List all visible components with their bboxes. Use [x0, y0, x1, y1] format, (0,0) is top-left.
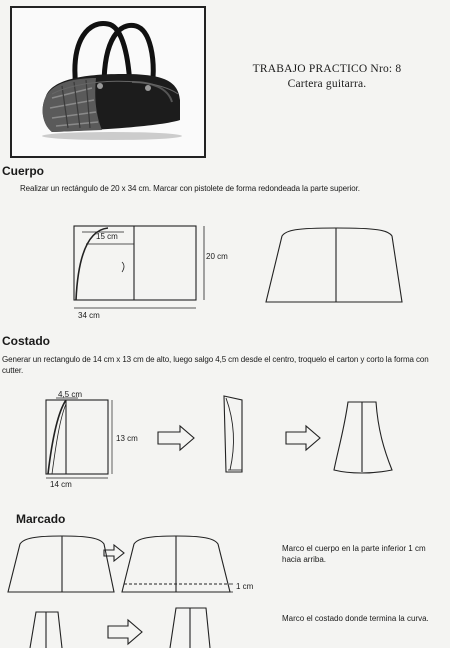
- cuerpo-dim-bottom-label: 34 cm: [78, 311, 100, 320]
- section-heading-costado: Costado: [2, 334, 50, 348]
- costado-instruction: Generar un rectangulo de 14 cm x 13 cm de alto, luego salgo 4,5 cm desde el centro, troquelo el carton y corto la forma con cutter.: [2, 355, 429, 375]
- marcado-cuerpo-shape-left: [8, 536, 114, 592]
- cuerpo-dim-top-label: 15 cm: [96, 232, 118, 241]
- cuerpo-dim-side-label: 20 cm: [206, 252, 228, 261]
- costado-folded-drawing: [224, 396, 242, 472]
- section-heading-cuerpo: Cuerpo: [2, 164, 44, 178]
- arrow-right-icon: [108, 620, 142, 644]
- marcado-costado-shape-right: [170, 608, 210, 648]
- marcado-note-cuerpo: Marco el cuerpo en la parte inferior 1 cm hacia arriba.: [282, 544, 426, 564]
- costado-dim-top-label: 4,5 cm: [58, 390, 83, 399]
- title-line-2: Cartera guitarra.: [287, 78, 367, 90]
- title-line-1: TRABAJO PRACTICO Nro: 8: [252, 63, 402, 75]
- costado-rectangle-drawing: [46, 398, 112, 478]
- marcado-costado-shape-left: [30, 612, 62, 648]
- section-heading-marcado: Marcado: [16, 512, 66, 526]
- cuerpo-instruction: Realizar un rectángulo de 20 x 34 cm. Marcar con pistolete de forma redondeada la parte superior.: [20, 184, 360, 193]
- arrow-right-icon: [158, 426, 194, 450]
- marcado-dim-offset-label: 1 cm: [236, 582, 254, 591]
- costado-final-shape-drawing: [334, 402, 392, 473]
- costado-dim-side-label: 13 cm: [116, 434, 138, 443]
- marcado-cuerpo-shape-right: [122, 536, 233, 592]
- arrow-right-icon: [286, 426, 320, 450]
- costado-dim-bottom-label: 14 cm: [50, 480, 72, 489]
- cuerpo-rounded-shape-drawing: [266, 228, 402, 302]
- marcado-note-costado: Marco el costado donde termina la curva.: [282, 614, 429, 623]
- cuerpo-rectangle-drawing: [74, 226, 204, 308]
